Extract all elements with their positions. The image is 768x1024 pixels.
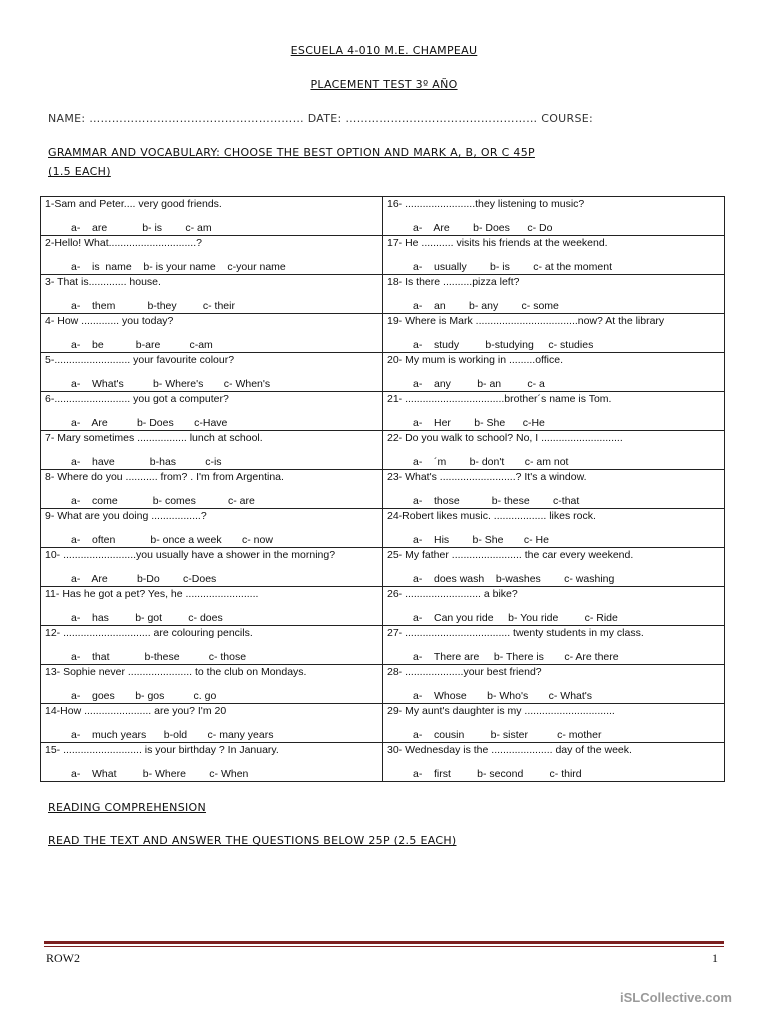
question-cell-right	[383, 704, 725, 743]
question-cell-left	[41, 392, 383, 431]
answer-options[interactable]: a- usually b- is c- at the moment	[413, 261, 612, 273]
reading-heading: READING COMPREHENSION	[48, 801, 207, 814]
answer-options[interactable]: a- study b-studying c- studies	[413, 339, 594, 351]
question-cell-left	[41, 314, 383, 353]
answer-options[interactable]: a- Are b- Does c- Do	[413, 222, 553, 234]
answer-options[interactable]: a- often b- once a week c- now	[71, 534, 273, 546]
question-text: 5-.......................... your favourite colour?	[45, 354, 235, 366]
question-text: 8- Where do you ........... from? . I'm from Argentina.	[45, 471, 284, 483]
question-text: 22- Do you walk to school? No, I ............................	[387, 432, 623, 444]
question-cell-right	[383, 197, 725, 236]
answer-options[interactable]: a- be b-are c-am	[71, 339, 213, 351]
question-text: 15- ........................... is your birthday ? In January.	[45, 744, 279, 756]
question-cell-right	[383, 665, 725, 704]
question-text: 4- How ............. you today?	[45, 315, 174, 327]
question-row	[41, 353, 725, 392]
answer-options[interactable]: a- are b- is c- am	[71, 222, 212, 234]
answer-options[interactable]: a- them b-they c- their	[71, 300, 235, 312]
question-cell-left	[41, 704, 383, 743]
question-text: 25- My father ........................ the car every weekend.	[387, 549, 634, 561]
question-text: 27- .................................... twenty students in my class.	[387, 627, 644, 639]
question-row	[41, 743, 725, 782]
footer-rule-thin	[44, 946, 724, 947]
reading-instructions: READ THE TEXT AND ANSWER THE QUESTIONS BELOW 25P (2.5 EACH)	[48, 834, 457, 847]
answer-options[interactable]: a- Are b- Does c-Have	[71, 417, 228, 429]
question-row	[41, 314, 725, 353]
question-text: 28- ....................your best friend?	[387, 666, 542, 678]
answer-options[interactable]: a- much years b-old c- many years	[71, 729, 274, 741]
question-text: 17- He ........... visits his friends at the weekend.	[387, 237, 608, 249]
question-row	[41, 704, 725, 743]
question-text: 14-How ....................... are you? I'm 20	[45, 705, 227, 717]
question-cell-left	[41, 275, 383, 314]
question-cell-left	[41, 236, 383, 275]
question-row	[41, 587, 725, 626]
question-text: 16- ........................they listening to music?	[387, 198, 585, 210]
question-table	[40, 196, 725, 782]
question-cell-left	[41, 548, 383, 587]
answer-options[interactable]: a- come b- comes c- are	[71, 495, 255, 507]
answer-options[interactable]: a- Can you ride b- You ride c- Ride	[413, 612, 618, 624]
test-title: PLACEMENT TEST 3º AÑO	[310, 78, 458, 91]
question-row	[41, 470, 725, 509]
question-cell-left	[41, 743, 383, 782]
answer-options[interactable]: a- those b- these c-that	[413, 495, 580, 507]
question-cell-right	[383, 587, 725, 626]
question-cell-right	[383, 548, 725, 587]
question-cell-left	[41, 626, 383, 665]
question-cell-left	[41, 197, 383, 236]
question-text: 21- ..................................brother´s name is Tom.	[387, 393, 612, 405]
question-text: 2-Hello! What..............................?	[45, 237, 202, 249]
question-row	[41, 509, 725, 548]
answer-options[interactable]: a- cousin b- sister c- mother	[413, 729, 602, 741]
question-text: 26- .......................... a bike?	[387, 588, 518, 600]
question-row	[41, 548, 725, 587]
question-row	[41, 236, 725, 275]
question-text: 11- Has he got a pet? Yes, he .........................	[45, 588, 259, 600]
answer-options[interactable]: a- have b-has c-is	[71, 456, 222, 468]
answer-options[interactable]: a- is name b- is your name c-your name	[71, 261, 286, 273]
question-cell-right	[383, 392, 725, 431]
question-cell-right	[383, 743, 725, 782]
question-cell-right	[383, 353, 725, 392]
footer-rule	[44, 941, 724, 944]
question-row	[41, 431, 725, 470]
question-text: 1-Sam and Peter.... very good friends.	[45, 198, 222, 210]
question-cell-left	[41, 509, 383, 548]
footer-label: ROW2	[46, 951, 80, 965]
question-cell-right	[383, 470, 725, 509]
student-info-line: NAME: ………………………………………………… DATE: …………………………………………… COURSE:	[48, 112, 593, 125]
grammar-points: (1.5 EACH)	[48, 165, 111, 178]
watermark-text: iSLCollective.com	[620, 990, 732, 1005]
question-text: 24-Robert likes music. .................. likes rock.	[387, 510, 596, 522]
question-text: 13- Sophie never ...................... to the club on Mondays.	[45, 666, 307, 678]
question-cell-left	[41, 431, 383, 470]
question-text: 12- .............................. are colouring pencils.	[45, 627, 253, 639]
question-row	[41, 626, 725, 665]
answer-options[interactable]: a- Are b-Do c-Does	[71, 573, 217, 585]
question-text: 3- That is............. house.	[45, 276, 161, 288]
question-row	[41, 665, 725, 704]
question-text: 9- What are you doing .................?	[45, 510, 207, 522]
question-text: 10- .........................you usually have a shower in the morning?	[45, 549, 336, 561]
answer-options[interactable]: a- Whose b- Who's c- What's	[413, 690, 593, 702]
answer-options[interactable]: a- does wash b-washes c- washing	[413, 573, 615, 585]
question-text: 30- Wednesday is the ..................... day of the week.	[387, 744, 632, 756]
answer-options[interactable]: a- His b- She c- He	[413, 534, 549, 546]
question-text: 7- Mary sometimes ................. lunch at school.	[45, 432, 263, 444]
question-cell-right	[383, 509, 725, 548]
question-text: 23- What's ..........................? It's a window.	[387, 471, 587, 483]
question-text: 18- Is there ..........pizza left?	[387, 276, 520, 288]
question-cell-right	[383, 236, 725, 275]
page-number: 1	[712, 951, 718, 965]
answer-options[interactable]: a- There are b- There is c- Are there	[413, 651, 619, 663]
question-row	[41, 392, 725, 431]
question-cell-right	[383, 431, 725, 470]
answer-options[interactable]: a- any b- an c- a	[413, 378, 545, 390]
question-text: 19- Where is Mark ...................................now? At the library	[387, 315, 665, 327]
question-cell-left	[41, 665, 383, 704]
question-cell-left	[41, 353, 383, 392]
answer-options[interactable]: a- an b- any c- some	[413, 300, 559, 312]
question-text: 29- My aunt's daughter is my ...............................	[387, 705, 615, 717]
question-cell-right	[383, 314, 725, 353]
question-cell-left	[41, 587, 383, 626]
question-row	[41, 197, 725, 236]
answer-options[interactable]: a- What's b- Where's c- When's	[71, 378, 271, 390]
answer-options[interactable]: a- goes b- gos c. go	[71, 690, 217, 702]
grammar-heading: GRAMMAR AND VOCABULARY: CHOOSE THE BEST OPTION AND MARK A, B, OR C 45P	[48, 146, 535, 159]
question-cell-right	[383, 626, 725, 665]
question-text: 6-.......................... you got a computer?	[45, 393, 229, 405]
school-name: ESCUELA 4-010 M.E. CHAMPEAU	[290, 44, 478, 57]
question-cell-right	[383, 275, 725, 314]
question-row	[41, 275, 725, 314]
answer-options[interactable]: a- Her b- She c-He	[413, 417, 545, 429]
answer-options[interactable]: a- has b- got c- does	[71, 612, 223, 624]
question-text: 20- My mum is working in .........office.	[387, 354, 564, 366]
question-cell-left	[41, 470, 383, 509]
answer-options[interactable]: a- first b- second c- third	[413, 768, 582, 780]
answer-options[interactable]: a- What b- Where c- When	[71, 768, 249, 780]
answer-options[interactable]: a- that b-these c- those	[71, 651, 247, 663]
question-table-body	[41, 197, 725, 782]
answer-options[interactable]: a- ´m b- don't c- am not	[413, 456, 569, 468]
